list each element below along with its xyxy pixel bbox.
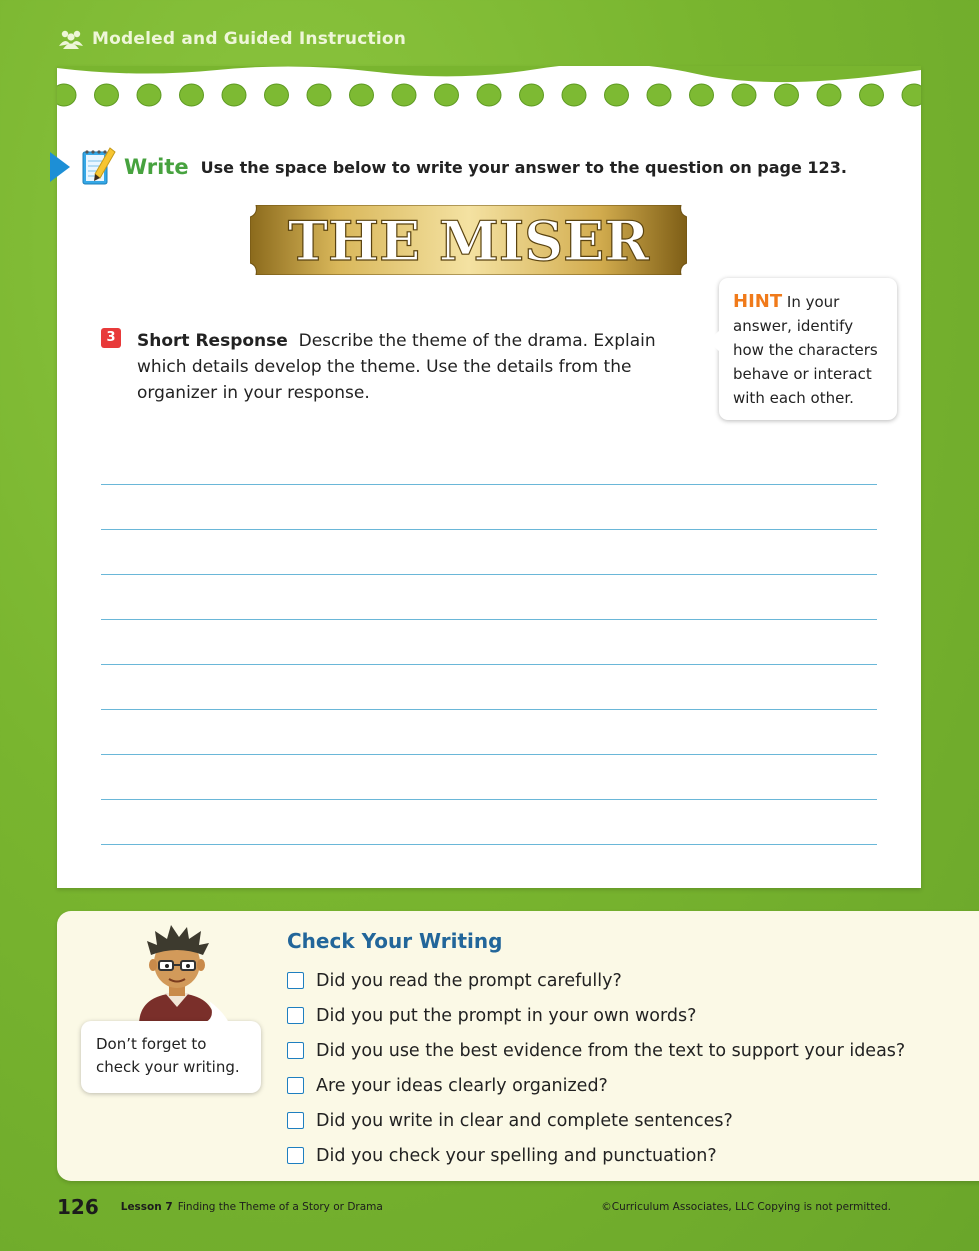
binder-hole [95, 84, 119, 106]
binder-hole [180, 84, 204, 106]
write-instruction-row [50, 146, 847, 188]
checklist-item [287, 1033, 905, 1068]
lesson-title: Finding the Theme of a Story or Drama [177, 1201, 383, 1213]
hint-callout [719, 278, 897, 420]
checklist-item [287, 963, 905, 998]
question-label: Short Response [137, 331, 288, 351]
binder-hole [350, 84, 374, 106]
title-banner [250, 205, 687, 275]
checkbox[interactable] [287, 1112, 304, 1129]
page-footer [57, 1192, 897, 1222]
answer-writing-lines[interactable] [101, 484, 877, 889]
speech-bubble-tail [201, 1001, 231, 1023]
answer-line[interactable] [101, 484, 877, 529]
copyright-notice: ©Curriculum Associates, LLC Copying is not permitted. [601, 1201, 891, 1213]
checklist-item [287, 998, 905, 1033]
answer-line[interactable] [101, 529, 877, 574]
binder-hole [392, 84, 416, 106]
binder-hole [57, 84, 76, 106]
answer-line[interactable] [101, 799, 877, 844]
hint-label: HINT [733, 291, 783, 312]
checkbox[interactable] [287, 972, 304, 989]
checklist-item-text: Did you read the prompt carefully? [316, 970, 622, 991]
torn-edge [57, 66, 921, 82]
check-your-writing-panel [57, 911, 979, 1181]
hint-text: In your answer, identify how the characters behave or interact with each other. [733, 293, 878, 407]
checkbox[interactable] [287, 1042, 304, 1059]
reminder-speech-bubble [81, 1021, 261, 1093]
checklist [287, 963, 905, 1173]
answer-line[interactable] [101, 619, 877, 664]
write-instruction: Use the space below to write your answer to the question on page 123. [200, 157, 847, 177]
answer-line[interactable] [101, 574, 877, 619]
lesson-number: Lesson 7 [120, 1201, 173, 1213]
page-number: 126 [57, 1195, 99, 1219]
question-text: Describe the theme of the drama. Explain which details develop the theme. Use the details from the organizer in your response. [137, 331, 656, 403]
binder-hole [775, 84, 799, 106]
section-header [58, 28, 406, 50]
binder-hole [222, 84, 246, 106]
binder-hole [307, 84, 331, 106]
checklist-title: Check Your Writing [287, 929, 503, 953]
binder-hole [647, 84, 671, 106]
binder-hole [265, 84, 289, 106]
people-group-icon [58, 28, 84, 50]
hint-callout-tail [708, 330, 720, 352]
checkbox[interactable] [287, 1007, 304, 1024]
header-title: Modeled and Guided Instruction [92, 29, 407, 49]
checkbox[interactable] [287, 1147, 304, 1164]
binder-hole [477, 84, 501, 106]
checklist-item [287, 1138, 905, 1173]
checklist-item-text: Did you put the prompt in your own words? [316, 1005, 697, 1026]
write-label: Write [124, 155, 189, 179]
checklist-item [287, 1068, 905, 1103]
answer-line[interactable] [101, 709, 877, 754]
question-number-badge: 3 [101, 328, 121, 348]
answer-line[interactable] [101, 664, 877, 709]
checklist-item-text: Did you use the best evidence from the text to support your ideas? [316, 1040, 906, 1061]
play-arrow-icon [50, 152, 70, 182]
notebook-pencil-icon [80, 146, 116, 188]
checklist-item-text: Did you write in clear and complete sentences? [316, 1110, 733, 1131]
binder-hole [690, 84, 714, 106]
binder-hole [562, 84, 586, 106]
binder-hole [902, 84, 921, 106]
binder-hole [137, 84, 161, 106]
checkbox[interactable] [287, 1077, 304, 1094]
answer-line[interactable] [101, 844, 877, 889]
checklist-item [287, 1103, 905, 1138]
question-block [101, 328, 691, 406]
banner-title: THE MISER [287, 209, 650, 273]
reminder-text: Don’t forget to check your writing. [96, 1035, 240, 1076]
torn-paper-edge [57, 66, 921, 124]
binder-hole [860, 84, 884, 106]
binder-hole [520, 84, 544, 106]
binder-hole [817, 84, 841, 106]
checklist-item-text: Are your ideas clearly organized? [316, 1075, 608, 1096]
binder-hole [435, 84, 459, 106]
binder-hole [732, 84, 756, 106]
checklist-item-text: Did you check your spelling and punctuation? [316, 1145, 717, 1166]
binder-hole [605, 84, 629, 106]
answer-line[interactable] [101, 754, 877, 799]
